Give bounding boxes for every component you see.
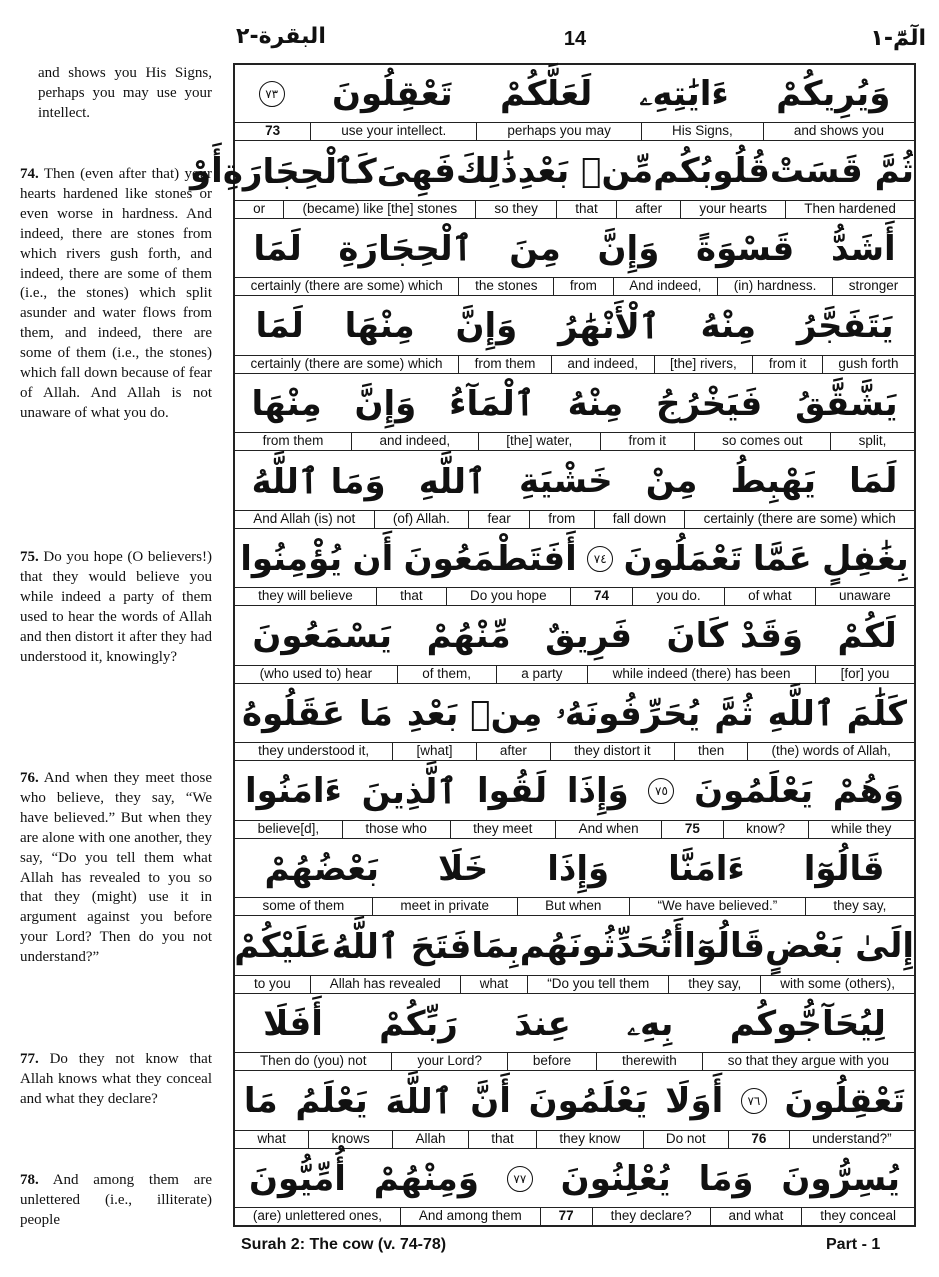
arabic-word: مِنْهُ [700,306,757,346]
gloss-word: after [476,743,550,760]
gloss-word: [the] rivers, [654,356,753,373]
arabic-word: مِنْهَا [251,383,322,424]
verse-number: 76. [20,770,39,786]
translation-text: And when they meet those who believe, they say, “We have believed.” But when they are alone with one another, they say, “Do you tell them what Allah has revealed to you so that they (might) use it in argument against you before your Lord? Then do you not understand?” [20,770,212,966]
arabic-word: تَعْمَلُونَ [623,538,743,579]
arabic-line [235,918,914,975]
arabic-word: لَمَا [255,306,304,346]
english-gloss-line [235,122,914,141]
translation-text: Do they not know that Allah knows what they conceal and what they declare? [20,1051,213,1107]
word-by-word-frame [190,63,916,1227]
translation-paragraph [20,1171,212,1231]
arabic-word: عِندَ [514,1003,571,1044]
arabic-word: ٱلَّذِينَ [361,771,458,812]
gloss-word: while they [808,821,914,838]
arabic-word: بِغَٰفِلٍ [822,538,909,579]
arabic-line [190,143,914,200]
arabic-word: يُحَرِّفُونَهُۥ [556,693,701,734]
arabic-word: أَنَّ [470,1081,511,1121]
gloss-word: meet in private [372,898,517,915]
arabic-line [235,453,914,510]
arabic-word: يَعْلَمُونَ [528,1081,648,1121]
gloss-word: your Lord? [391,1053,506,1070]
gloss-word: what [257,1130,286,1146]
gloss-word: Then hardened [785,201,914,218]
english-gloss-line [235,510,914,529]
gloss-word: (are) unlettered ones, [252,1208,382,1223]
gloss-word: certainly (there are some) which [250,355,443,371]
arabic-word: ٱلْحِجَارَةِ [338,229,473,269]
arabic-word: لَكُمْ [837,616,897,656]
gloss-word: then [674,743,748,760]
gloss-word: Allah has revealed [310,976,460,993]
gloss-word: with some (others), [760,976,914,993]
translation-text: and shows you His Signs, perhaps you may use your intellect. [38,65,212,121]
gloss-word: (of) Allah. [374,511,469,528]
arabic-word: رَبِّكُمْ [379,1003,458,1044]
arabic-word: كَلَٰمَ ٱللَّهِ [767,694,907,734]
arabic-line [235,220,914,277]
arabic-word: وَهُمْ [832,771,905,811]
gloss-word: so that they argue with you [702,1053,914,1070]
gloss-verse-number: 74 [570,588,632,605]
arabic-word: ٱللَّهِ [418,461,486,502]
gloss-word: believe[d], [257,820,320,836]
arabic-word: وَمِنْهُمْ [373,1158,479,1199]
arabic-word: ٱللَّهَ [385,1081,453,1122]
gloss-word: and what [710,1208,802,1225]
gloss-word: from [529,511,594,528]
arabic-word: بَعْضُهُمْ [264,848,380,889]
arabic-line [235,608,914,665]
gloss-word: use your intellect. [310,123,476,140]
arabic-line [235,685,914,742]
page-number: 14 [563,28,587,50]
gloss-word: while indeed (there) has been [587,666,815,683]
verse-end-marker: ٧٥ [648,778,674,804]
arabic-word: مِنَ [509,228,561,269]
english-gloss-line [235,742,914,761]
arabic-word: أَفَتَطْمَعُونَ [403,538,577,579]
arabic-word: أَشَدُّ [830,228,896,269]
arabic-word: أَفَلَا [263,1003,323,1044]
gloss-word: And when [555,821,661,838]
arabic-word: عَمَّا [752,538,812,579]
verse-number: 77. [20,1051,39,1067]
arabic-word: لَعَلَّكُمْ [499,73,593,114]
arabic-word: يَعْلَمُونَ [694,771,814,811]
arabic-word: ءَامَنَّا [668,848,745,889]
gloss-verse-number: 73 [265,123,281,138]
gloss-word: after [616,201,680,218]
translation-paragraph [20,64,212,124]
arabic-word: يَتَفَجَّرُ [796,306,894,346]
arabic-word: أُمِّيُّونَ [249,1158,346,1199]
arabic-word: لَقُوا [476,771,548,811]
footer-part: Part - 1 [826,1236,881,1253]
arabic-word: وَإِذَا [566,771,629,811]
arabic-word: أَن [352,538,394,579]
arabic-word: مِنۢ بَعْدِ [406,693,543,734]
arabic-line [235,1073,914,1130]
gloss-word: the stones [458,278,553,295]
arabic-word: لِيُحَآجُّوكُم [729,1003,886,1044]
gloss-word: know? [723,821,808,838]
gloss-word: And indeed, [613,278,717,295]
gloss-word: (in) hardness. [717,278,832,295]
translation-text: Then (even after that) your hearts hardened like stones or even worse in hardness. And indeed, there are stones from which rivers gush forth, and indeed, there are some of them (i.e., the stones) which split asunder and water flows from them, and indeed, there are some of them (i.e., the stones) which fall down because of fear of Allah. And Allah is not unaware of what you do. [20,166,212,421]
gloss-word: gush forth [822,356,914,373]
gloss-word: some of them [262,898,345,913]
arabic-word: فَرِيقٌ [545,616,632,656]
gloss-word: they distort it [550,743,674,760]
arabic-word: قَسْوَةً [696,228,795,269]
english-gloss-line [235,432,914,451]
arabic-word: وَقَدْ كَانَ [666,616,803,656]
arabic-word: تَعْقِلُونَ [784,1081,906,1121]
arabic-word: وَمَا ٱللَّهُ [251,461,386,502]
gloss-word: so they [475,201,556,218]
gloss-word: Then do (you) not [259,1053,367,1068]
arabic-word: مِنْهُ [567,383,624,424]
translation-text: Do you hope (O believers!) that they would believe you while indeed a party of them used to hear the words of Allah and then distort it after they had understood it, knowingly? [20,549,213,665]
english-gloss-line [235,200,914,219]
gloss-word: they declare? [592,1208,710,1225]
gloss-word: those who [342,821,450,838]
gloss-word: from it [752,356,822,373]
gloss-word: that [376,588,446,605]
arabic-word: وَيُرِيكُمْ [776,73,891,114]
gloss-word: they conceal [801,1208,914,1225]
gloss-word: (who used to) hear [259,665,373,681]
english-gloss-line [235,665,914,684]
gloss-word: they say, [668,976,760,993]
english-gloss-line [235,1130,914,1149]
gloss-word: that [468,1131,536,1148]
gloss-word: His Signs, [641,123,763,140]
arabic-word: وَإِنَّ [597,228,660,269]
gloss-word: knows [308,1131,392,1148]
arabic-word: فَتَحَ ٱللَّهُ [331,926,472,967]
gloss-word: they say, [805,898,914,915]
verse-end-marker: ٧٤ [587,546,613,572]
arabic-word: ذَٰلِكَ [455,151,518,191]
gloss-word: you do. [632,588,724,605]
arabic-line [235,840,914,897]
verse-end-marker: ٧٧ [507,1166,533,1192]
arabic-word: لَمَا [849,461,898,501]
gloss-word: from it [600,433,694,450]
gloss-word: and indeed, [551,356,654,373]
arabic-word: ٱلْمَآءُ [449,384,535,424]
verse-number: 75. [20,549,39,565]
arabic-word: يَهْبِطُ [730,461,817,501]
gloss-word: they understood it, [258,743,370,758]
arabic-line [235,530,914,587]
arabic-word: أَوْ [190,151,223,191]
gloss-word: or [253,200,266,216]
arabic-line [235,375,914,432]
translation-text: And among them are unlettered (i.e., illiterate) people [20,1172,212,1228]
arabic-word: يَشَّقَّقُ [795,383,898,424]
arabic-word: ءَايَٰتِهِۦ [639,73,729,114]
gloss-word: that [556,201,616,218]
gloss-word: But when [517,898,629,915]
gloss-word: And among them [400,1208,540,1225]
gloss-word: from them [458,356,551,373]
arabic-line [235,1150,914,1207]
header-juz-label: الٓمّٓ-١ [870,26,926,51]
arabic-word: مِّنۢ بَعْدِ [517,151,654,191]
arabic-word: بِهِۦ [627,1003,674,1044]
gloss-word: so comes out [694,433,830,450]
translation-paragraph [20,769,212,968]
gloss-word: before [507,1053,596,1070]
arabic-word: يَسْمَعُونَ [252,616,393,656]
arabic-word: فَيَخْرُجُ [655,383,763,424]
english-gloss-line [235,1052,914,1071]
arabic-word: يُعْلِنُونَ [560,1158,671,1199]
arabic-word: كَٱلْحِجَارَةِ [222,151,377,192]
arabic-word: ءَامَنُوا [244,771,342,811]
arabic-word: ثُمَّ قَسَتْ [769,151,914,191]
translation-paragraph [20,165,212,424]
arabic-word: مَا [359,693,393,734]
arabic-word: وَإِذَا [547,848,610,889]
arabic-line [235,763,914,820]
verse-end-marker: ٧٣ [259,81,285,107]
gloss-verse-number: 77 [540,1208,592,1225]
arabic-word: أَتُحَدِّثُونَهُم [519,926,685,966]
gloss-word: certainly (there are some) which [250,278,443,293]
arabic-word: قَالُوٓا [803,848,885,889]
gloss-word: they will believe [258,588,353,603]
translation-paragraph [20,548,212,667]
arabic-word: ثُمَّ [714,693,754,734]
arabic-word: مِّنْهُمْ [426,616,511,656]
gloss-word: they know [536,1131,642,1148]
arabic-word: وَإِنَّ [354,383,417,424]
arabic-word: بِمَا [471,926,520,966]
gloss-word: from [553,278,612,295]
verse-end-marker: ٧٦ [741,1088,767,1114]
english-gloss-line [235,897,914,916]
gloss-word: Do you hope [446,588,570,605]
gloss-word: unaware [815,588,914,605]
arabic-word: تَعْقِلُونَ [331,73,453,114]
arabic-word: لَمَا [253,228,302,269]
gloss-word: (the) words of Allah, [747,743,914,760]
gloss-word: [the] water, [478,433,600,450]
gloss-word: they meet [450,821,555,838]
gloss-word: fall down [594,511,685,528]
gloss-word: stronger [832,278,914,295]
gloss-word: split, [830,433,914,450]
english-gloss-line [235,587,914,606]
gloss-word: certainly (there are some) which [684,511,914,528]
gloss-word: “We have believed.” [629,898,805,915]
gloss-word: what [460,976,527,993]
arabic-word: قُلُوبُكُم [653,151,770,191]
english-gloss-line [235,1207,914,1226]
gloss-word: perhaps you may [476,123,641,140]
footer-surah: Surah 2: The cow (v. 74-78) [241,1236,447,1253]
gloss-word: to you [253,975,291,991]
arabic-word: قَالُوٓا [684,926,765,966]
gloss-word: And Allah (is) not [253,510,356,526]
arabic-word: مِنْ [645,461,698,501]
arabic-line [235,995,914,1052]
arabic-word: عَقَلُوهُ [242,693,345,734]
verse-number: 74. [20,166,39,182]
gloss-word: therewith [596,1053,702,1070]
gloss-word: a party [496,666,587,683]
gloss-verse-number: 76 [728,1131,789,1148]
arabic-word: فَهِىَ [376,151,456,191]
gloss-word: and shows you [763,123,914,140]
arabic-word: إِلَىٰ بَعْضٍ [765,926,914,966]
arabic-word: مَا [243,1081,278,1121]
gloss-word: fear [468,511,529,528]
arabic-word: يَعْلَمُ [295,1081,368,1121]
gloss-word: [for] you [815,666,914,683]
gloss-verse-number: 75 [661,821,722,838]
gloss-word: “Do you tell them [527,976,668,993]
arabic-word: خَلَا [437,848,489,889]
translation-paragraph [20,1050,212,1110]
arabic-word: عَلَيْكُمْ [234,926,332,966]
verse-number: 78. [20,1172,39,1188]
arabic-word: وَمَا [698,1158,754,1199]
english-gloss-line [235,820,914,839]
gloss-word: from them [262,433,324,448]
gloss-word: your hearts [680,201,785,218]
gloss-word: [what] [392,743,475,760]
arabic-word: وَإِنَّ [455,306,518,346]
arabic-word: مِنْهَا [344,306,415,346]
arabic-word: يُؤْمِنُوا [240,538,343,579]
arabic-line [235,298,914,355]
gloss-word: of them, [397,666,496,683]
gloss-word: (became) like [the] stones [283,201,475,218]
gloss-word: Do not [643,1131,728,1148]
gloss-word: and indeed, [351,433,478,450]
arabic-word: أَوَلَا [665,1081,724,1121]
english-gloss-line [235,975,914,994]
header-surah-label: البقرة-٢ [236,24,326,49]
gloss-word: of what [724,588,815,605]
arabic-word: ٱلْأَنْهَٰرُ [558,306,660,347]
english-gloss-line [235,277,914,296]
arabic-line [235,65,914,122]
arabic-word: خَشْيَةِ [519,461,613,501]
gloss-word: understand?” [789,1131,914,1148]
gloss-word: Allah [392,1131,468,1148]
english-gloss-line [235,355,914,374]
arabic-word: يُسِرُّونَ [781,1158,901,1199]
